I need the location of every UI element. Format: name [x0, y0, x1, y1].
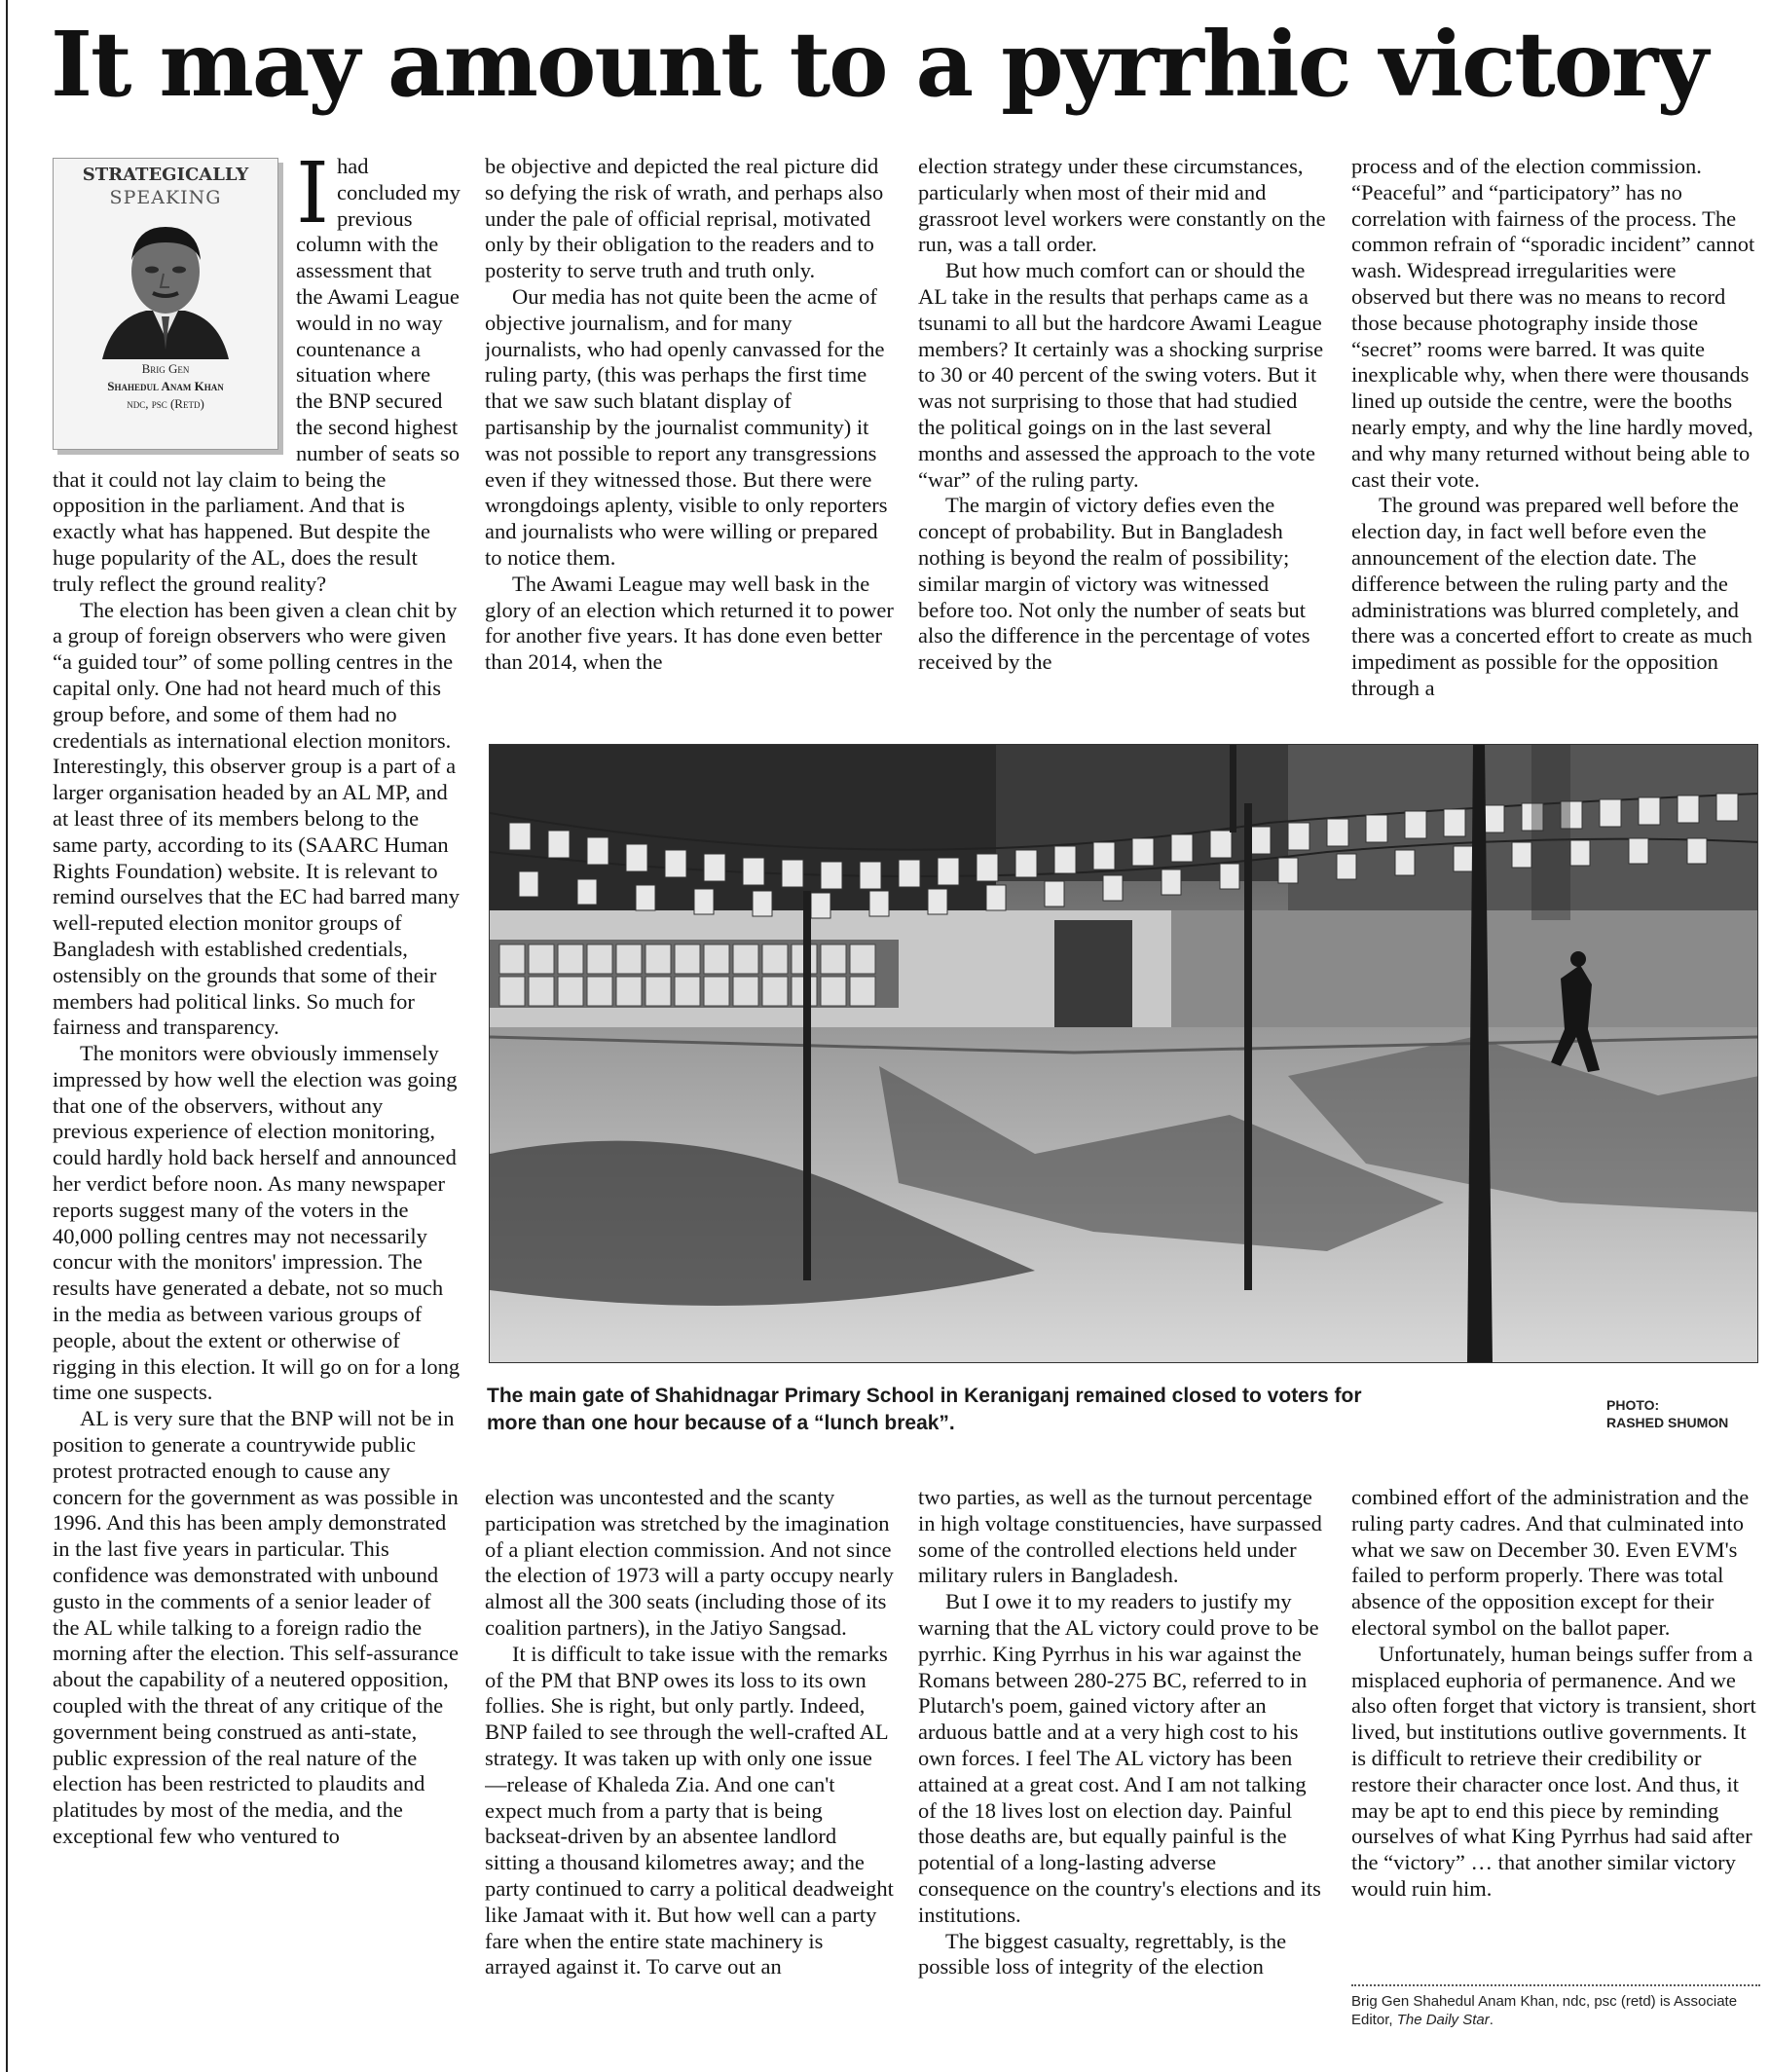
author-rank: Brig Gen — [141, 361, 190, 376]
author-portrait — [92, 213, 239, 359]
article-column-4-bottom — [1351, 1485, 1760, 1977]
paragraph: But how much comfort can or should the AL take in the results that perhaps came as a tsunami to all but the hardcore Awami League members? It certainly was a shocking surprise to 30 or 40 percent of the swing voters. But it was not surprising to those that had studied the political goings on in the last several months and assessed the approach to the vote “war” of the ruling party. — [918, 258, 1324, 492]
drop-cap: I — [296, 154, 329, 242]
article-column-2-bottom — [485, 1485, 894, 2040]
photo-scene-illustration — [490, 745, 1758, 1363]
photo-credit-label: PHOTO: — [1606, 1397, 1660, 1413]
article-column-1 — [53, 154, 461, 2043]
headline: It may amount to a pyrrhic victory — [51, 12, 1707, 117]
author-footnote-end: . — [1489, 2012, 1493, 2028]
author-name: Shahedul Anam Khan — [107, 379, 224, 393]
photo-credit — [1606, 1396, 1762, 1431]
paragraph: election strategy under these circumstances, particularly when most of their mid and grassroot level workers were constantly on the run, was a tall order. — [918, 154, 1326, 257]
paragraph: It is difficult to take issue with the remarks of the PM that BNP owes its loss to its own follies. She is right, but only partly. Indeed, BNP failed to see through the well-crafted AL strategy. It was taken up with only one issue—release of Khaleda Zia. And one can't expect much from a party that is being backseat-driven by an absentee landlord sitting a thousand kilometres away; and the party continued to carry a political deadweight like Jamaat with it. But how well can a party fare when the entire state machinery is arrayed against it. To carve out an — [485, 1641, 894, 1980]
paragraph: had concluded my previous column with the assessment that the Awami League would in no way countenance a situation where the BNP secured the second highest number of seats so that it could not lay claim to being the opposition in the parliament. And that is exactly what has happened. But despite the huge popularity of the AL, does the result truly reflect the ground reality? — [53, 154, 461, 596]
author-footnote-text: Brig Gen Shahedul Anam Khan, ndc, psc (retd) is Associate Editor, — [1351, 1993, 1738, 2028]
column-kicker-line2: SPEAKING — [109, 187, 222, 208]
article-column-2-top — [485, 154, 894, 728]
footer-divider — [1351, 1984, 1760, 1986]
photo-credit-name: RASHED SHUMON — [1606, 1415, 1729, 1430]
column-kicker-line1: STRATEGICALLY — [82, 165, 249, 185]
paragraph: process and of the election commission. “Peaceful” and “participatory” has no correlation with fairness of the process. The common refrain of “sporadic incident” cannot wash. Widespread irregularities were observed but there was no means to record those because photography inside those “secret” rooms were barred. It was quite inexplicable why, when there were thousands lined up outside the centre, were the booths nearly empty, and why the line hardly moved, and why many returned without being able to cast their vote. — [1351, 154, 1755, 492]
paragraph: combined effort of the administration and the ruling party cadres. And that culminated into what we saw on December 30. Even EVM's failed to perform properly. There was total absence of the opposition except for their electoral symbol on the ballot paper. — [1351, 1485, 1750, 1640]
paragraph: Unfortunately, human beings suffer from a misplaced euphoria of permanence. And we also often forget that victory is transient, short lived, but institutions outlive governments. It is difficult to retrieve their credibility or restore their character once lost. And thus, it may be apt to end this piece by reminding ourselves of what King Pyrrhus had said after the “victory” … that another similar victory would ruin him. — [1351, 1641, 1756, 1901]
article-column-4-top — [1351, 154, 1760, 728]
article-column-3-bottom — [918, 1485, 1327, 2040]
article-column-3-top — [918, 154, 1327, 728]
paragraph: But I owe it to my readers to justify my warning that the AL victory could prove to be pyrrhic. King Pyrrhus in his war against the Romans between 280-275 BC, referred to in Plutarch's poem, gained victory after an arduous battle and at a very high cost to his own forces. I feel The AL victory has been attained at a great cost. And I am not talking of the 18 lives lost on election day. Painful those deaths are, but equally painful is the potential of a long-lasting adverse consequence on the country's elections and its institutions. — [918, 1589, 1321, 1927]
author-footnote — [1351, 1992, 1760, 2029]
news-photo — [489, 744, 1758, 1363]
paragraph: The ground was prepared well before the election day, in fact well before even the announcement of the election date. The difference between the ruling party and the administrations was blurred completely, and there was a concerted effort to create as much impediment as possible for the opposition through a — [1351, 493, 1752, 700]
author-credentials: ndc, psc (Retd) — [127, 396, 204, 411]
paragraph: be objective and depicted the real picture did so defying the risk of wrath, and perhaps also under the pale of official reprisal, motivated only by their obligation to the readers and to posterity to serve truth and truth only. — [485, 154, 884, 283]
paragraph: two parties, as well as the turnout percentage in high voltage constituencies, have surpassed some of the controlled elections held under military rulers in Bangladesh. — [918, 1485, 1322, 1588]
page-left-rule — [6, 0, 8, 2072]
paragraph: The biggest casualty, regrettably, is the possible loss of integrity of the election — [918, 1928, 1287, 1980]
author-box — [53, 158, 278, 450]
paragraph: Our media has not quite been the acme of objective journalism, and for many journalists, who had openly canvassed for the ruling party, (this was perhaps the first time that we saw such blatant display of partisanship by the journalist community) it was not possible to report any transgressions even if they witnessed those. But there were wrongdoings aplenty, visible to only reporters and journalists who were willing or prepared to notice them. — [485, 283, 888, 570]
paragraph: The election has been given a clean chit by a group of foreign observers who were given “a guided tour” of some polling centres in the capital only. One had not heard much of this group before, and some of them had no credentials as international election monitors. Interestingly, this observer group is a part of a larger organisation headed by an AL MP, and at least three of its members belong to the same party, according to its (SAARC Human Rights Foundation) website. It is relevant to remind ourselves that the EC had barred many well-reputed election monitor groups of Bangladesh with established credentials, ostensibly on the grounds that some of their members had political links. So much for fairness and transparency. — [53, 597, 460, 1040]
paragraph: The margin of victory defies even the concept of probability. But in Bangladesh nothing is beyond the realm of possibility; similar margin of victory was witnessed before too. Not only the number of seats but also the difference in the percentage of votes received by the — [918, 493, 1310, 675]
paragraph: The Awami League may well bask in the glory of an election which returned it to power for another five years. It has done even better than 2014, when the — [485, 571, 894, 675]
paragraph: AL is very sure that the BNP will not be in position to generate a countrywide public protest protracted enough to cause any concern for the government as was possible in 1996. And this has been amply demonstrated in the last five years in particular. This confidence was demonstrated with unbound gusto in the comments of a senior leader of the AL while talking to a foreign radio the morning after the election. This self-assurance about the capability of a neutered opposition, coupled with the threat of any critique of the government being construed as anti-state, public expression of the real nature of the election has been restricted to plaudits and platitudes by most of the media, and the exceptional few who ventured to — [53, 1406, 459, 1848]
photo-caption: The main gate of Shahidnagar Primary School in Keraniganj remained closed to voters for more than one hour because of a “lunch break”. — [487, 1385, 1362, 1434]
paragraph: election was uncontested and the scanty participation was stretched by the imagination of a pliant election commission. And not since the election of 1973 will a party occupy nearly almost all the 300 seats (including those of its coalition partners), in the Jatiyo Sangsad. — [485, 1485, 894, 1640]
publication-name: The Daily Star — [1396, 2012, 1490, 2028]
paragraph: The monitors were obviously immensely impressed by how well the election was going that one of the observers, without any previous experience of election monitoring, could hardly hold back herself and announced her verdict before noon. As many newspaper reports suggest many of the voters in the 40,000 polling centres may not necessarily concur with the monitors' impression. The results have generated a debate, not so much in the media as between various groups of people, about the extent or otherwise of rigging in this election. It will go on for a long time one suspects. — [53, 1041, 461, 1405]
